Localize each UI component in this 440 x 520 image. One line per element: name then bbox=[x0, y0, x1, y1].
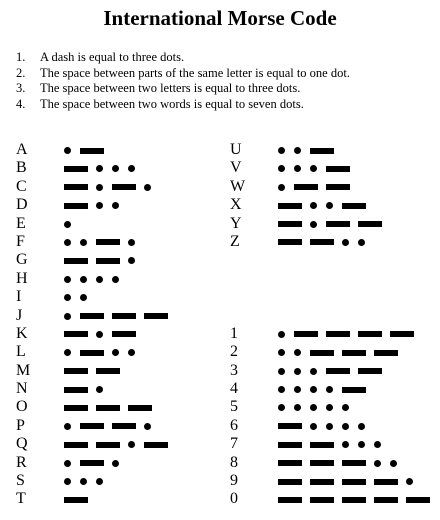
morse-dash bbox=[358, 368, 382, 374]
morse-dash bbox=[310, 148, 334, 154]
morse-dot bbox=[326, 202, 333, 209]
morse-dash bbox=[112, 313, 136, 319]
morse-dash bbox=[64, 184, 88, 190]
morse-dot bbox=[294, 404, 301, 411]
character-label: J bbox=[16, 306, 23, 324]
morse-dot bbox=[64, 221, 71, 228]
character-label: I bbox=[16, 288, 22, 306]
morse-dash bbox=[278, 479, 302, 485]
morse-dash bbox=[96, 442, 120, 448]
morse-pattern bbox=[64, 423, 160, 430]
morse-pattern bbox=[278, 331, 422, 338]
morse-pattern bbox=[64, 313, 176, 320]
morse-dot bbox=[342, 423, 349, 430]
morse-dot bbox=[64, 276, 71, 283]
morse-dot bbox=[310, 386, 317, 393]
morse-dot bbox=[112, 165, 119, 172]
morse-dot bbox=[326, 386, 333, 393]
rule-item bbox=[16, 81, 350, 97]
character-label: 1 bbox=[230, 324, 238, 342]
morse-dash bbox=[112, 184, 136, 190]
morse-dash bbox=[278, 423, 302, 429]
morse-dash bbox=[64, 166, 88, 172]
morse-dash bbox=[64, 258, 88, 264]
morse-pattern bbox=[278, 423, 374, 430]
morse-dot bbox=[80, 294, 87, 301]
morse-dot bbox=[278, 368, 285, 375]
morse-dot bbox=[278, 386, 285, 393]
morse-dash bbox=[374, 479, 398, 485]
morse-pattern bbox=[64, 404, 160, 411]
morse-dash bbox=[64, 405, 88, 411]
morse-dash bbox=[64, 368, 88, 374]
character-label: W bbox=[230, 177, 246, 195]
character-label: O bbox=[16, 398, 28, 416]
morse-pattern bbox=[278, 368, 390, 375]
morse-pattern bbox=[64, 202, 128, 209]
morse-dot bbox=[96, 276, 103, 283]
morse-dash bbox=[310, 350, 334, 356]
morse-dot bbox=[128, 239, 135, 246]
character-label: D bbox=[16, 196, 28, 214]
morse-dash bbox=[390, 331, 414, 337]
morse-dash bbox=[96, 405, 120, 411]
morse-pattern bbox=[278, 386, 374, 393]
rule-text: A dash is equal to three dots. bbox=[40, 50, 185, 64]
rule-number: 1. bbox=[16, 50, 26, 64]
character-label: V bbox=[230, 159, 242, 177]
character-label: Z bbox=[230, 232, 240, 250]
morse-dash bbox=[358, 221, 382, 227]
morse-dot bbox=[64, 478, 71, 485]
morse-dot bbox=[112, 276, 119, 283]
morse-dash bbox=[294, 331, 318, 337]
character-label: A bbox=[16, 141, 28, 158]
morse-dash bbox=[64, 387, 88, 393]
morse-pattern bbox=[278, 404, 358, 411]
morse-dot bbox=[358, 239, 365, 246]
morse-pattern bbox=[64, 368, 128, 375]
morse-dot bbox=[112, 202, 119, 209]
morse-dash bbox=[64, 203, 88, 209]
morse-dot bbox=[64, 294, 71, 301]
morse-dot bbox=[96, 184, 103, 191]
morse-dot bbox=[80, 478, 87, 485]
morse-dash bbox=[374, 497, 398, 503]
morse-dot bbox=[128, 349, 135, 356]
morse-dash bbox=[96, 258, 120, 264]
character-label: 0 bbox=[230, 490, 238, 508]
character-label: M bbox=[16, 361, 31, 379]
morse-dot bbox=[80, 276, 87, 283]
morse-pattern bbox=[64, 294, 96, 301]
rule-text: The space between two words is equal to seven dots. bbox=[40, 96, 304, 111]
morse-dot bbox=[80, 239, 87, 246]
morse-dot bbox=[310, 404, 317, 411]
character-label: 9 bbox=[230, 472, 238, 490]
morse-dash bbox=[128, 405, 152, 411]
morse-dot bbox=[342, 404, 349, 411]
morse-dot bbox=[144, 184, 151, 191]
morse-pattern bbox=[64, 478, 112, 485]
character-label: B bbox=[16, 159, 27, 177]
morse-pattern bbox=[278, 349, 406, 356]
morse-pattern bbox=[64, 386, 112, 393]
morse-dash bbox=[112, 423, 136, 429]
morse-dash bbox=[80, 350, 104, 356]
morse-pattern bbox=[64, 276, 128, 283]
character-label: K bbox=[16, 324, 28, 342]
morse-dot bbox=[358, 423, 365, 430]
morse-dot bbox=[64, 239, 71, 246]
rule-item bbox=[16, 50, 350, 66]
character-label: N bbox=[16, 380, 28, 398]
morse-dash bbox=[342, 460, 366, 466]
morse-pattern bbox=[64, 221, 80, 228]
morse-dot bbox=[64, 313, 71, 320]
morse-dot bbox=[144, 423, 151, 430]
morse-dot bbox=[310, 165, 317, 172]
morse-pattern bbox=[278, 202, 374, 209]
character-label: X bbox=[230, 196, 242, 214]
morse-dash bbox=[326, 331, 350, 337]
morse-dot bbox=[326, 423, 333, 430]
morse-dash bbox=[326, 184, 350, 190]
character-label: P bbox=[16, 416, 25, 434]
morse-dot bbox=[406, 478, 413, 485]
morse-dot bbox=[278, 165, 285, 172]
morse-dot bbox=[294, 386, 301, 393]
morse-dot bbox=[342, 441, 349, 448]
page-title: International Morse Code bbox=[103, 6, 337, 30]
morse-dash bbox=[80, 148, 104, 154]
morse-dot bbox=[278, 404, 285, 411]
character-label: 5 bbox=[230, 398, 238, 416]
character-label: R bbox=[16, 453, 27, 471]
morse-dot bbox=[128, 165, 135, 172]
character-label: U bbox=[230, 141, 242, 158]
morse-dash bbox=[144, 313, 168, 319]
morse-pattern bbox=[278, 165, 358, 172]
morse-pattern bbox=[64, 441, 176, 448]
morse-dot bbox=[326, 404, 333, 411]
morse-dash bbox=[144, 442, 168, 448]
character-label: 4 bbox=[230, 380, 238, 398]
morse-dot bbox=[112, 460, 119, 467]
morse-dot bbox=[128, 257, 135, 264]
morse-dot bbox=[96, 386, 103, 393]
character-label: 6 bbox=[230, 416, 238, 434]
morse-dot bbox=[374, 460, 381, 467]
rule-text: The space between two letters is equal to three dots. bbox=[40, 81, 301, 95]
rule-number: 4. bbox=[16, 96, 26, 111]
morse-dash bbox=[374, 350, 398, 356]
morse-dot bbox=[112, 349, 119, 356]
character-label: C bbox=[16, 177, 27, 195]
morse-dot bbox=[342, 239, 349, 246]
morse-dot bbox=[128, 441, 135, 448]
morse-dash bbox=[310, 460, 334, 466]
morse-dash bbox=[342, 479, 366, 485]
morse-pattern bbox=[64, 147, 112, 154]
morse-pattern bbox=[64, 460, 128, 467]
character-label: L bbox=[16, 343, 26, 361]
morse-dot bbox=[294, 165, 301, 172]
morse-dash bbox=[342, 387, 366, 393]
character-label: F bbox=[16, 232, 25, 250]
morse-pattern bbox=[278, 496, 438, 503]
morse-dot bbox=[96, 478, 103, 485]
rule-number: 3. bbox=[16, 81, 26, 95]
morse-dot bbox=[64, 349, 71, 356]
morse-dot bbox=[96, 165, 103, 172]
morse-pattern bbox=[64, 349, 144, 356]
character-label: 8 bbox=[230, 453, 238, 471]
morse-dot bbox=[310, 423, 317, 430]
morse-dash bbox=[342, 203, 366, 209]
morse-pattern bbox=[278, 478, 422, 485]
morse-dash bbox=[342, 497, 366, 503]
morse-dot bbox=[310, 221, 317, 228]
morse-dash bbox=[278, 203, 302, 209]
morse-dot bbox=[358, 441, 365, 448]
character-label: E bbox=[16, 214, 26, 232]
morse-dash bbox=[278, 442, 302, 448]
character-label: H bbox=[16, 269, 28, 287]
morse-pattern bbox=[64, 496, 96, 503]
morse-pattern bbox=[278, 441, 390, 448]
character-label: 3 bbox=[230, 361, 238, 379]
character-label: Q bbox=[16, 435, 28, 453]
morse-dash bbox=[358, 331, 382, 337]
morse-pattern bbox=[278, 460, 406, 467]
morse-dot bbox=[278, 349, 285, 356]
morse-pattern bbox=[64, 239, 144, 246]
morse-pattern bbox=[278, 184, 358, 191]
morse-dot bbox=[294, 349, 301, 356]
rule-item bbox=[16, 66, 350, 82]
morse-pattern bbox=[64, 331, 144, 338]
morse-dot bbox=[310, 202, 317, 209]
morse-dash bbox=[406, 497, 430, 503]
morse-dash bbox=[294, 184, 318, 190]
morse-dash bbox=[310, 239, 334, 245]
character-label: T bbox=[16, 490, 26, 508]
morse-dot bbox=[278, 331, 285, 338]
character-label: S bbox=[16, 472, 25, 490]
morse-dash bbox=[96, 368, 120, 374]
morse-dash bbox=[80, 313, 104, 319]
morse-dash bbox=[64, 331, 88, 337]
morse-dot bbox=[294, 368, 301, 375]
morse-dot bbox=[374, 441, 381, 448]
morse-pattern bbox=[64, 184, 160, 191]
morse-dash bbox=[326, 368, 350, 374]
morse-dash bbox=[112, 331, 136, 337]
morse-pattern bbox=[64, 165, 144, 172]
rules-list bbox=[16, 50, 350, 112]
morse-pattern bbox=[278, 239, 374, 246]
morse-dash bbox=[310, 497, 334, 503]
morse-pattern bbox=[64, 257, 144, 264]
morse-dot bbox=[294, 147, 301, 154]
morse-dash bbox=[278, 221, 302, 227]
morse-dot bbox=[64, 460, 71, 467]
morse-dash bbox=[278, 460, 302, 466]
morse-dash bbox=[278, 497, 302, 503]
morse-dot bbox=[64, 423, 71, 430]
rule-text: The space between parts of the same letter is equal to one dot. bbox=[40, 65, 350, 80]
morse-dash bbox=[326, 221, 350, 227]
morse-dash bbox=[278, 239, 302, 245]
morse-dot bbox=[96, 331, 103, 338]
morse-dash bbox=[310, 442, 334, 448]
morse-dot bbox=[278, 147, 285, 154]
character-label: G bbox=[16, 251, 28, 269]
morse-pattern bbox=[278, 147, 342, 154]
morse-dash bbox=[326, 166, 350, 172]
morse-dash bbox=[96, 239, 120, 245]
morse-dash bbox=[64, 497, 88, 503]
morse-dash bbox=[342, 350, 366, 356]
character-label: Y bbox=[230, 214, 242, 232]
morse-pattern bbox=[278, 221, 390, 228]
rule-number: 2. bbox=[16, 65, 26, 80]
rule-item bbox=[16, 97, 350, 113]
morse-dot bbox=[96, 202, 103, 209]
morse-dash bbox=[310, 479, 334, 485]
morse-dash bbox=[64, 442, 88, 448]
morse-dash bbox=[80, 423, 104, 429]
morse-dot bbox=[310, 368, 317, 375]
morse-dot bbox=[278, 184, 285, 191]
morse-dash bbox=[80, 460, 104, 466]
morse-dot bbox=[390, 460, 397, 467]
character-label: 2 bbox=[230, 343, 238, 361]
morse-dot bbox=[64, 147, 71, 154]
character-label: 7 bbox=[230, 435, 238, 453]
